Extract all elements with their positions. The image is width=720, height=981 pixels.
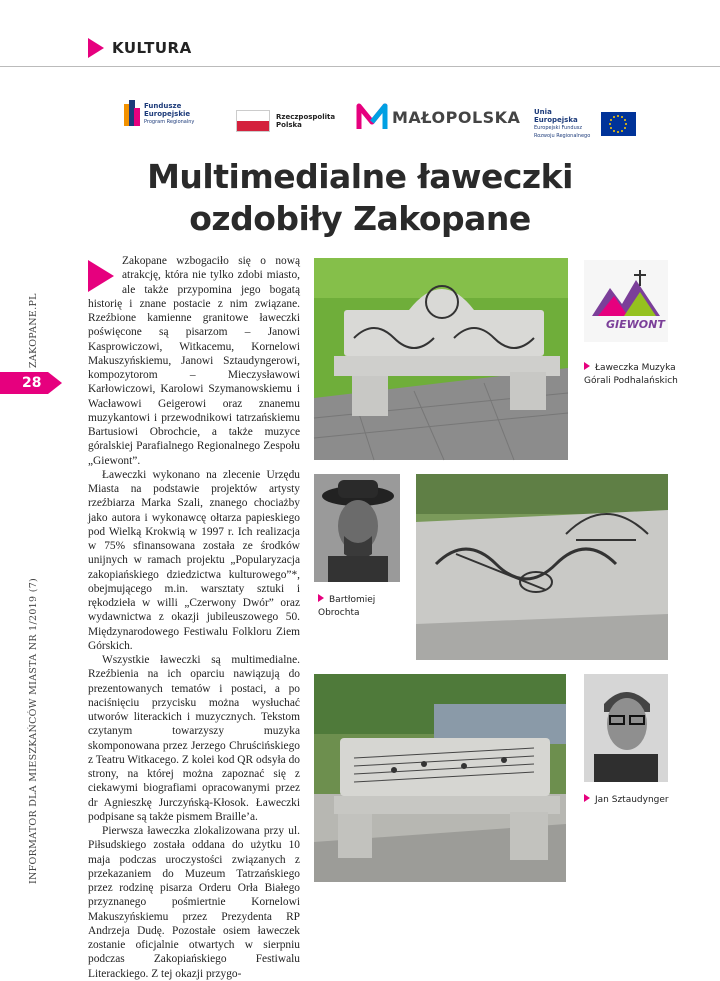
article-paragraph: Zakopane wzbogaciło się o nową atrakcję, która nie tylko zdobi miasto, ale także przypomina jego bogatą historię i znane postacie z nim związane. Rzeźbione kamienne granitowe ławeczki poświęcone są pisarzom – Janowi Kasprowiczowi, Witkacemu, Kornelowi Makuszyńskiemu, Janowi Sztaudyngerowi, kompozytorom – Mieczysławowi Karłowiczowi, Karolowi Szymanowskiemu i Wacławowi Geigerowi oraz znanemu muzykantowi i przewodnikowi tatrzańskiemu Bartusiowi Obrochcie, a także muzyce góralskiej Parafialnego Regionalnego Zespołu „Giewont”. — [88, 255, 300, 467]
article-paragraph: Wszystkie ławeczki są multimedialne. Rzeźbienia na ich oparciu nawiązują do prezentowanych tematów i postaci, a po naciśnięciu przycisku można wysłuchać utworów literackich i muzycznych. Tekstom czytanym towarzyszy muzyka skomponowana przez Jerzego Chruścińskiego z Teatru Witkacego. Z kolei kod QR odsyła do strony, na której można zapoznać się z ciekawymi biografiami opracowanymi przez dr Agnieszkę Jurczyńską-Kłosok. Ławeczki podpisane są także pismem Braille’a. — [88, 654, 300, 823]
page-number: 28 — [0, 372, 48, 394]
bench-photo-3 — [314, 674, 566, 882]
publication-url: ZAKOPANE.PL — [28, 293, 39, 368]
section-header — [88, 38, 192, 58]
caption-bench1 — [584, 362, 694, 388]
article-title — [0, 156, 720, 240]
header-rule — [0, 66, 720, 67]
funding-logos — [124, 100, 636, 144]
bench-photo-2 — [416, 474, 668, 660]
fe-line2: Europejskie — [144, 110, 191, 118]
ue-line3: Rozwoju Regionalnego — [534, 133, 591, 139]
page-number-chevron-icon — [48, 372, 62, 394]
portrait-obrochta — [314, 474, 400, 582]
fe-line1: Fundusze — [144, 102, 182, 110]
ue-line2: Europejski Fundusz — [534, 125, 582, 131]
giewont-logo-text: GIEWONT — [606, 318, 665, 331]
portrait-sztaudynger — [584, 674, 668, 782]
article-paragraph: Pierwsza ławeczka zlokalizowana przy ul. Piłsudskiego została oddana do użytku 10 maja podczas uroczystości związanych z przekazaniem do Muzeum Tatrzańskiego przez rodzinę pisarza Orderu Orła Białego przyznanego pośmiertnie Kornelowi Makuszyńskiemu przez Prezydenta RP Andrzeja Dudę. Pozostałe osiem ławeczek zostanie oficjalnie otwartych w sierpniu podczas Zakopiańskiego Festiwalu Literackiego. Z tej okazji przygo- — [88, 825, 300, 980]
unia-europejska-logo — [534, 108, 636, 140]
malopolska-m-icon — [356, 102, 388, 132]
title-line-2: ozdobiły Zakopane — [189, 199, 531, 238]
section-label: KULTURA — [112, 39, 192, 57]
article-start-chevron-icon — [88, 260, 114, 292]
malopolska-text: MAŁOPOLSKA — [392, 107, 521, 127]
giewont-logo — [584, 260, 668, 342]
rp-line2: Polska — [276, 121, 302, 129]
article-paragraph: Ławeczki wykonano na zlecenie Urzędu Miasta na podstawie projektów artysty rzeźbiarza Marka Szali, znanego chociażby jako autora i wykonawcę ołtarza papieskiego pod Wielką Krokwią w 1997 r. Ich realizacja w 75% sfinansowana została ze środków unijnych w ramach projektu „Popularyzacja zakopiańskiego dziedzictwa kulturowego”*, obejmującego m.in. warsztaty sztuki i rękodzieła w willi „Czerwony Dwór” oraz wydawnictwa z okazji jubileuszowego 50. Międzynarodowego Festiwalu Folkloru Ziem Górskich. — [88, 468, 300, 652]
caption-sztaudynger — [584, 794, 684, 807]
rzeczpospolita-logo — [236, 110, 335, 132]
caption-chevron-icon — [584, 362, 590, 370]
caption-bench1-text: Ławeczka Muzyka Górali Podhalańskich — [584, 363, 678, 386]
caption-sztaudynger-text: Jan Sztaudynger — [595, 795, 669, 805]
fundusze-europejskie-logo — [124, 100, 194, 128]
caption-obrochta — [318, 594, 408, 620]
section-chevron-icon — [88, 38, 104, 58]
ue-line1: Unia Europejska — [534, 108, 578, 124]
eu-flag-icon — [601, 112, 636, 136]
caption-chevron-icon — [318, 594, 324, 602]
article-body — [88, 254, 300, 981]
fe-line3: Program Regionalny — [144, 119, 195, 125]
title-line-1: Multimedialne ławeczki — [147, 157, 573, 196]
rp-line1: Rzeczpospolita — [276, 113, 336, 121]
caption-obrochta-text: Bartłomiej Obrochta — [318, 595, 376, 618]
fe-mark-icon — [124, 100, 140, 128]
caption-chevron-icon — [584, 794, 590, 802]
bench-photo-1 — [314, 258, 568, 460]
malopolska-logo — [356, 102, 520, 132]
publication-label: INFORMATOR DLA MIESZKAŃCÓW MIASTA NR 1/2019 (7) — [28, 577, 39, 884]
polish-flag-icon — [236, 110, 270, 132]
